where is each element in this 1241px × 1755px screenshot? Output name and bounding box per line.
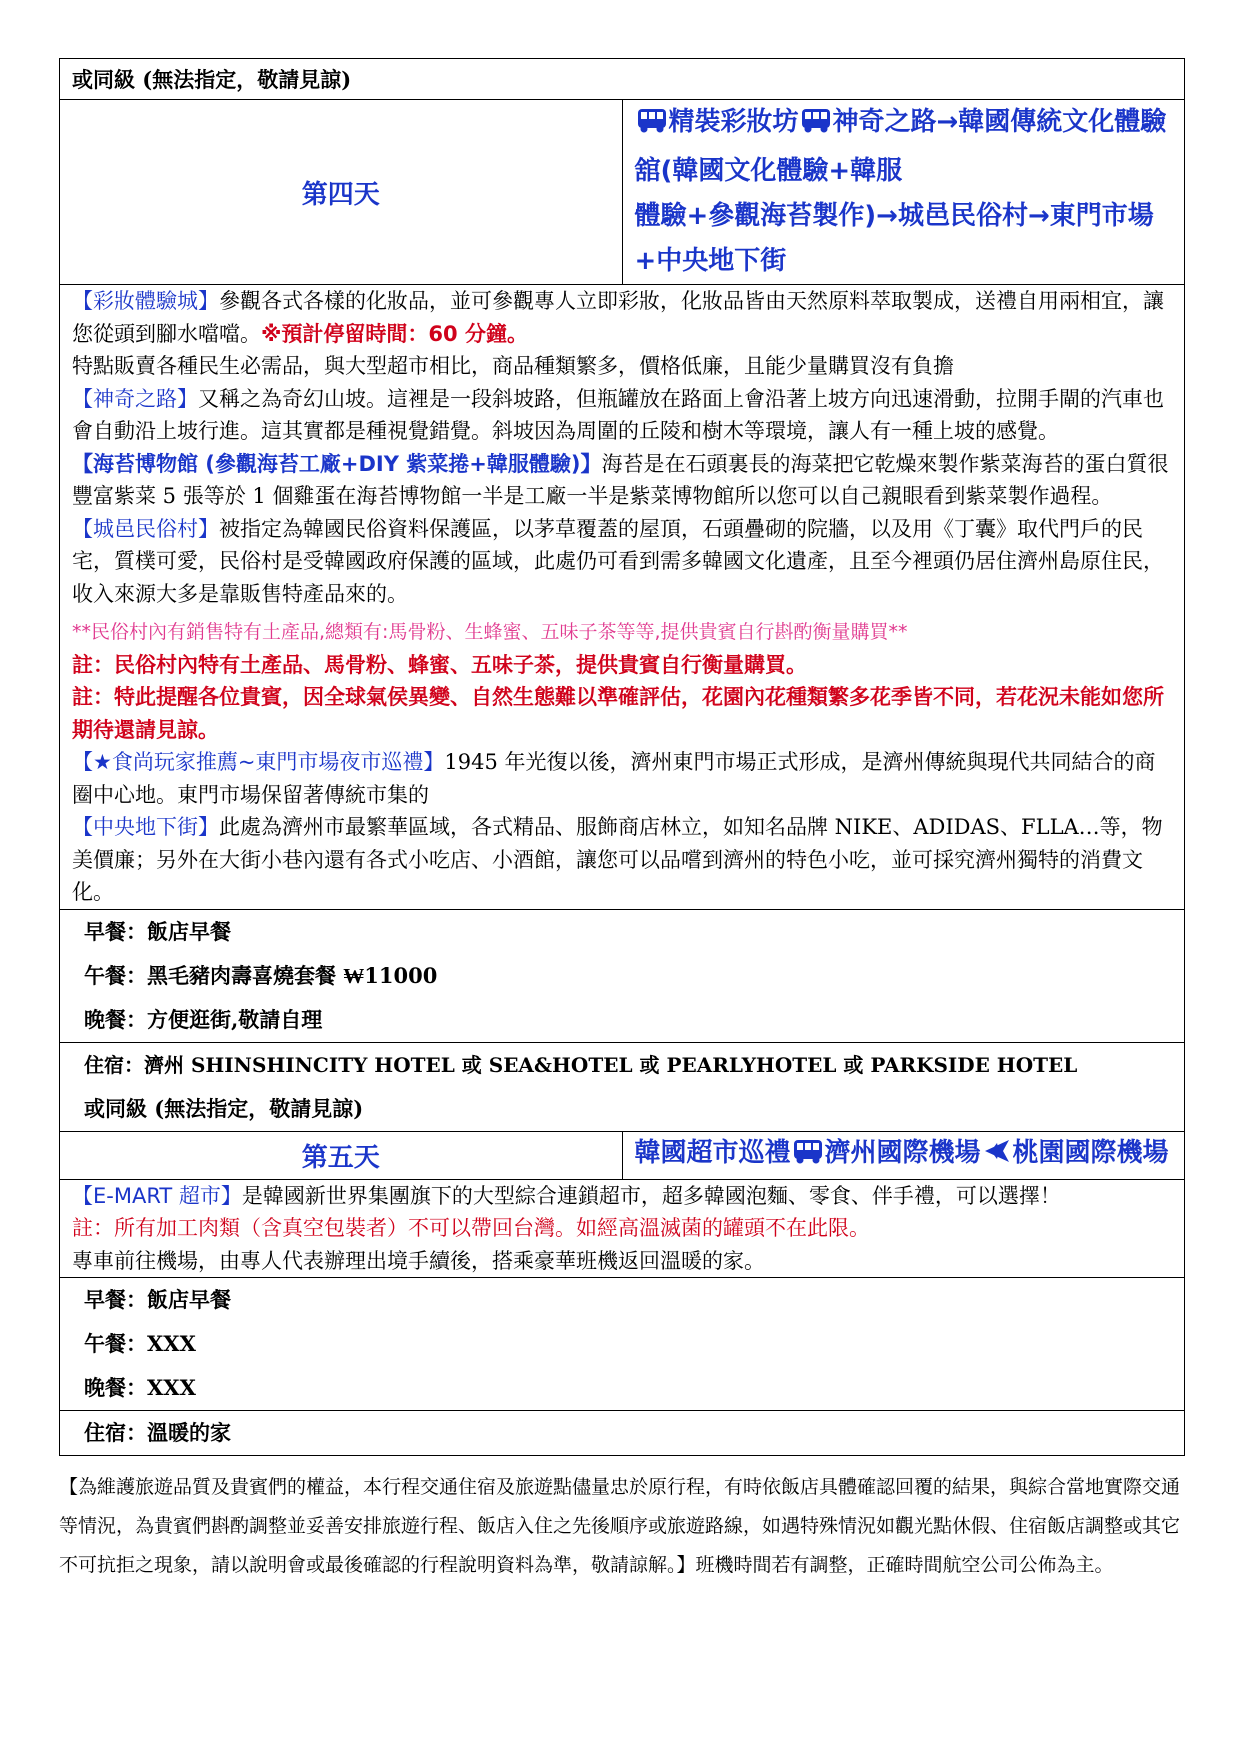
itinerary-table: [59, 58, 1185, 1456]
text-seaweed-museum: 海苔是在石頭裏長的海菜把它乾燥來製作紫菜海苔的蛋白質很豐富紫菜 5 張等於 1 個雞蛋在海苔博物館一半是工廠一半是紫菜博物館所以您可以自己親眼看到紫菜製作過程。: [72, 451, 1169, 508]
tag-folk-village: 【城邑民俗村】: [72, 516, 219, 541]
day4-route-rest: 神奇之路→韓國傳統文化體驗舘(韓國文化體驗+韓服: [634, 107, 1167, 186]
tag-makeup: 【彩妝體驗城】: [72, 289, 219, 313]
paragraph-dongmun-market: [72, 746, 1172, 811]
day5-stay: [60, 1411, 1185, 1456]
paragraph-closing: 專車前往機場，由專人代表辦理出境手續後，搭乘豪華班機返回溫暖的家。: [72, 1248, 765, 1273]
day5-route: [622, 1131, 1185, 1179]
paragraph-underground-street: [72, 811, 1172, 909]
paragraph-seaweed-museum: [72, 448, 1172, 513]
paragraph-makeup: [72, 285, 1172, 350]
itinerary-page: [59, 58, 1185, 1585]
bus-icon: [793, 1137, 823, 1177]
day4-description: [60, 285, 1185, 910]
tag-underground-street: 【中央地下街】: [72, 815, 219, 839]
day4-route-line2: 體驗+參觀海苔製作)→城邑民俗村→東門市場+中央地下街: [634, 201, 1154, 276]
day5-description: [60, 1179, 1185, 1278]
day4-stay-hotels: 住宿：濟州 SHINSHINCITY HOTEL 或 SEA&HOTEL 或 PEARLYHOTEL 或 PARKSIDE HOTEL: [84, 1052, 1078, 1077]
day4-dinner: 晚餐：方便逛街,敬請自理: [84, 1006, 323, 1032]
tag-emart: 【E-MART 超市】: [72, 1183, 242, 1208]
day4-route: [622, 100, 1185, 285]
red-note-products: 註：民俗村內特有土產品、馬骨粉、蜂蜜、五味子茶，提供貴賓自行衡量購買。: [72, 652, 807, 677]
pink-shopping-note: **民俗村內有銷售特有土產品,總類有:馬骨粉、生蜂蜜、五味子茶等等,提供貴賓自行斟酌衡量購買**: [72, 621, 908, 643]
day5-route-jeju-airport: 濟州國際機場: [824, 1138, 981, 1168]
stay-continuation: 或同級 (無法指定，敬請見諒): [60, 59, 1185, 100]
day5-route-supermarket: 韓國超市巡禮: [634, 1138, 791, 1168]
tag-seaweed-museum: 【海苔博物館 (參觀海苔工廠+DIY 紫菜捲+韓服體驗)】: [72, 451, 602, 476]
paragraph-folk-village: [72, 513, 1172, 611]
day4-stay: [60, 1042, 1185, 1131]
day4-lunch: 午餐：黑毛豬肉壽喜燒套餐 ₩11000: [84, 962, 438, 988]
day5-stay-text: 住宿：溫暖的家: [84, 1420, 231, 1445]
paragraph-products: 特點販賣各種民生必需品，與大型超市相比，商品種類繁多，價格低廉，且能少量購買沒有負擔: [72, 354, 954, 378]
airplane-icon: [983, 1137, 1011, 1177]
day4-stay-note: 或同級 (無法指定，敬請見諒): [84, 1095, 364, 1121]
day5-dinner: 晚餐：XXX: [84, 1375, 196, 1400]
stay-time: ※預計停留時間：60 分鐘。: [261, 321, 528, 346]
text-makeup: 參觀各式各樣的化妝品，並可參觀專人立即彩妝，化妝品皆由天然原料萃取製成，送禮自用兩相宜，讓您從頭到腳水噹噹。: [72, 289, 1164, 346]
red-note-flowers: 註：特此提醒各位貴賓，因全球氣侯異變、自然生態難以準確評估，花園內花種類繁多花季皆不同，若花況未能如您所期待還請見諒。: [72, 685, 1164, 742]
day5-meals: [60, 1278, 1185, 1411]
day5-breakfast: 早餐：飯店早餐: [84, 1287, 231, 1312]
paragraph-emart: [72, 1180, 1172, 1213]
tag-dongmun-market: 【★食尚玩家推薦~東門市場夜市巡禮】: [72, 750, 445, 774]
day4-meals: [60, 909, 1185, 1042]
footer-note: 【為維護旅遊品質及貴賓們的權益，本行程交通住宿及旅遊點儘量忠於原行程，有時依飯店具體確認回覆的結果，與綜合當地實際交通等情況，為貴賓們斟酌調整並妥善安排旅遊行程、飯店入住之先後順序或旅遊路線，如遇特殊情況如觀光點休假、住宿飯店調整或其它不可抗拒之現象，請以說明會或最後確認的行程說明資料為準，敬請諒解。】班機時間若有調整，正確時間航空公司公佈為主。: [59, 1476, 1181, 1576]
text-emart: 是韓國新世界集團旗下的大型綜合連鎖超市，超多韓國泡麵、零食、伴手禮，可以選擇！: [241, 1183, 1061, 1208]
day4-label: 第四天: [60, 100, 623, 285]
day5-lunch: 午餐：XXX: [84, 1331, 196, 1356]
red-note-meat: 註：所有加工肉類（含真空包裝者）不可以帶回台灣。如經高溫滅菌的罐頭不在此限。: [72, 1216, 870, 1240]
day5-label: 第五天: [60, 1131, 623, 1179]
text-mystery-road: 又稱之為奇幻山坡。這裡是一段斜坡路，但瓶罐放在路面上會沿著上坡方向迅速滑動，拉開手閘的汽車也會自動沿上坡行進。這其實都是種視覺錯覺。斜坡因為周圍的丘陵和樹木等環境，讓人有一種上坡的感覺。: [72, 386, 1164, 443]
tag-mystery-road: 【神奇之路】: [72, 386, 198, 411]
text-dongmun-market: 1945 年光復以後，濟州東門市場正式形成，是濟州傳統與現代共同結合的商圈中心地。東門市場保留著傳統市集的: [72, 750, 1156, 807]
day4-breakfast: 早餐：飯店早餐: [84, 918, 231, 944]
bus-icon: [801, 104, 831, 149]
paragraph-mystery-road: [72, 383, 1172, 448]
day5-route-taoyuan-airport: 桃園國際機場: [1012, 1138, 1169, 1168]
text-folk-village: 被指定為韓國民俗資料保護區，以茅草覆蓋的屋頂，石頭疊砌的院牆，以及用《丁囊》取代門戶的民宅，質樸可愛，民俗村是受韓國政府保護的區域，此處仍可看到需多韓國文化遺產，且至今裡頭仍居住濟州島原住民，收入來源大多是靠販售特產品來的。: [72, 516, 1164, 606]
bus-icon: [637, 104, 667, 149]
day4-route-stop1: 精裝彩妝坊: [668, 107, 799, 137]
text-underground-street: 此處為濟州市最繁華區域，各式精品、服飾商店林立，如知名品牌 NIKE、ADIDAS、FLLA…等，物美價廉；另外在大街小巷內還有各式小吃店、小酒館，讓您可以品嚐到濟州的特色小吃，並可採究濟州獨特的消費文化。: [72, 815, 1163, 904]
